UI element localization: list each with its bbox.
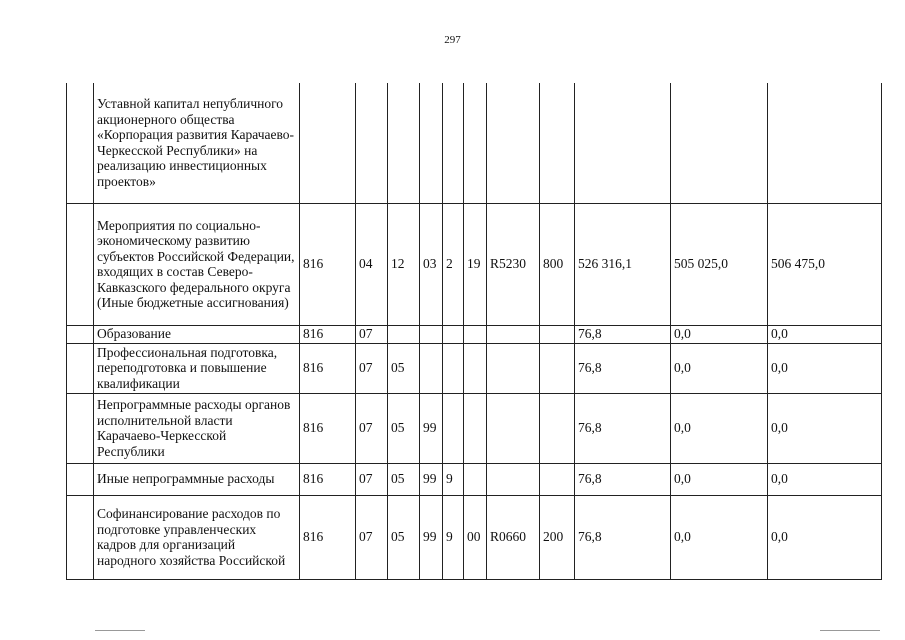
col-target-article-4 bbox=[487, 463, 540, 495]
scan-artifact-line bbox=[820, 630, 880, 631]
col-expense-type bbox=[540, 463, 575, 495]
col-target-article-3: 00 bbox=[464, 495, 487, 579]
scan-artifact-line bbox=[95, 630, 145, 631]
col-target-article-2 bbox=[443, 83, 464, 203]
col-section-code bbox=[356, 83, 388, 203]
col-subsection-code: 05 bbox=[388, 463, 420, 495]
col-target-article-1: 99 bbox=[420, 495, 443, 579]
row-index-cell bbox=[67, 343, 94, 393]
col-amount-year-3: 0,0 bbox=[768, 495, 882, 579]
col-admin-code bbox=[300, 83, 356, 203]
col-target-article-4 bbox=[487, 393, 540, 463]
col-target-article-3 bbox=[464, 325, 487, 343]
col-subsection-code: 12 bbox=[388, 203, 420, 325]
col-target-article-2 bbox=[443, 325, 464, 343]
col-amount-year-1: 76,8 bbox=[575, 343, 671, 393]
col-amount-year-3: 0,0 bbox=[768, 325, 882, 343]
col-expense-type bbox=[540, 393, 575, 463]
col-target-article-3 bbox=[464, 343, 487, 393]
row-index-cell bbox=[67, 495, 94, 579]
col-target-article-1 bbox=[420, 325, 443, 343]
col-amount-year-2: 0,0 bbox=[671, 343, 768, 393]
col-section-code: 07 bbox=[356, 325, 388, 343]
col-target-article-2: 9 bbox=[443, 495, 464, 579]
col-amount-year-2: 0,0 bbox=[671, 325, 768, 343]
col-amount-year-2: 0,0 bbox=[671, 463, 768, 495]
col-amount-year-1: 76,8 bbox=[575, 463, 671, 495]
col-amount-year-2: 0,0 bbox=[671, 495, 768, 579]
row-socioeconomic-development bbox=[67, 203, 882, 325]
col-expense-type bbox=[540, 343, 575, 393]
col-target-article-3 bbox=[464, 83, 487, 203]
col-amount-year-1: 526 316,1 bbox=[575, 203, 671, 325]
col-target-article-2 bbox=[443, 343, 464, 393]
col-admin-code: 816 bbox=[300, 495, 356, 579]
col-target-article-1: 99 bbox=[420, 463, 443, 495]
row-name: Профессиональная подготовка, переподготовка и повышение квалификации bbox=[94, 343, 300, 393]
col-amount-year-3: 0,0 bbox=[768, 343, 882, 393]
col-section-code: 07 bbox=[356, 463, 388, 495]
col-target-article-4 bbox=[487, 83, 540, 203]
row-name: Мероприятия по социально-экономическому развитию субъектов Российской Федерации, входящих в состав Северо-Кавказского федерального округа (Иные бюджетные ассигнования) bbox=[94, 203, 300, 325]
budget-table bbox=[66, 83, 882, 580]
col-amount-year-3: 506 475,0 bbox=[768, 203, 882, 325]
col-target-article-1: 03 bbox=[420, 203, 443, 325]
col-section-code: 07 bbox=[356, 393, 388, 463]
col-target-article-2: 2 bbox=[443, 203, 464, 325]
row-name: Непрограммные расходы органов исполнительной власти Карачаево-Черкесской Республики bbox=[94, 393, 300, 463]
row-cofinancing-management-training bbox=[67, 495, 882, 579]
col-admin-code: 816 bbox=[300, 343, 356, 393]
col-subsection-code: 05 bbox=[388, 393, 420, 463]
row-name: Уставной капитал непубличного акционерного общества «Корпорация развития Карачаево-Черкесской Республики» на реализацию инвестиционных проектов» bbox=[94, 83, 300, 203]
col-target-article-3 bbox=[464, 393, 487, 463]
row-name: Софинансирование расходов по подготовке управленческих кадров для организаций народного хозяйства Российской bbox=[94, 495, 300, 579]
col-target-article-4 bbox=[487, 325, 540, 343]
row-index-cell bbox=[67, 393, 94, 463]
col-target-article-1: 99 bbox=[420, 393, 443, 463]
col-section-code: 07 bbox=[356, 343, 388, 393]
col-target-article-2: 9 bbox=[443, 463, 464, 495]
row-index-cell bbox=[67, 325, 94, 343]
col-admin-code: 816 bbox=[300, 393, 356, 463]
col-amount-year-1: 76,8 bbox=[575, 495, 671, 579]
row-charter-capital bbox=[67, 83, 882, 203]
col-amount-year-1: 76,8 bbox=[575, 325, 671, 343]
col-admin-code: 816 bbox=[300, 325, 356, 343]
col-admin-code: 816 bbox=[300, 463, 356, 495]
row-index-cell bbox=[67, 463, 94, 495]
col-expense-type bbox=[540, 83, 575, 203]
col-subsection-code bbox=[388, 325, 420, 343]
col-target-article-3: 19 bbox=[464, 203, 487, 325]
col-target-article-1 bbox=[420, 83, 443, 203]
col-amount-year-1 bbox=[575, 83, 671, 203]
row-education bbox=[67, 325, 882, 343]
row-index-cell bbox=[67, 203, 94, 325]
row-index-cell bbox=[67, 83, 94, 203]
col-amount-year-2: 505 025,0 bbox=[671, 203, 768, 325]
col-expense-type: 200 bbox=[540, 495, 575, 579]
col-amount-year-1: 76,8 bbox=[575, 393, 671, 463]
col-amount-year-2: 0,0 bbox=[671, 393, 768, 463]
col-target-article-1 bbox=[420, 343, 443, 393]
row-other-nonprogram-expenses bbox=[67, 463, 882, 495]
col-admin-code: 816 bbox=[300, 203, 356, 325]
row-name: Иные непрограммные расходы bbox=[94, 463, 300, 495]
col-subsection-code: 05 bbox=[388, 495, 420, 579]
col-section-code: 04 bbox=[356, 203, 388, 325]
col-target-article-3 bbox=[464, 463, 487, 495]
col-expense-type bbox=[540, 325, 575, 343]
row-professional-training bbox=[67, 343, 882, 393]
col-target-article-4 bbox=[487, 343, 540, 393]
col-section-code: 07 bbox=[356, 495, 388, 579]
col-amount-year-3: 0,0 bbox=[768, 393, 882, 463]
col-target-article-4: R5230 bbox=[487, 203, 540, 325]
row-name: Образование bbox=[94, 325, 300, 343]
col-amount-year-3: 0,0 bbox=[768, 463, 882, 495]
col-amount-year-2 bbox=[671, 83, 768, 203]
row-nonprogram-expenses bbox=[67, 393, 882, 463]
col-amount-year-3 bbox=[768, 83, 882, 203]
col-subsection-code bbox=[388, 83, 420, 203]
col-subsection-code: 05 bbox=[388, 343, 420, 393]
col-target-article-2 bbox=[443, 393, 464, 463]
page-number: 297 bbox=[444, 34, 461, 46]
col-target-article-4: R0660 bbox=[487, 495, 540, 579]
col-expense-type: 800 bbox=[540, 203, 575, 325]
